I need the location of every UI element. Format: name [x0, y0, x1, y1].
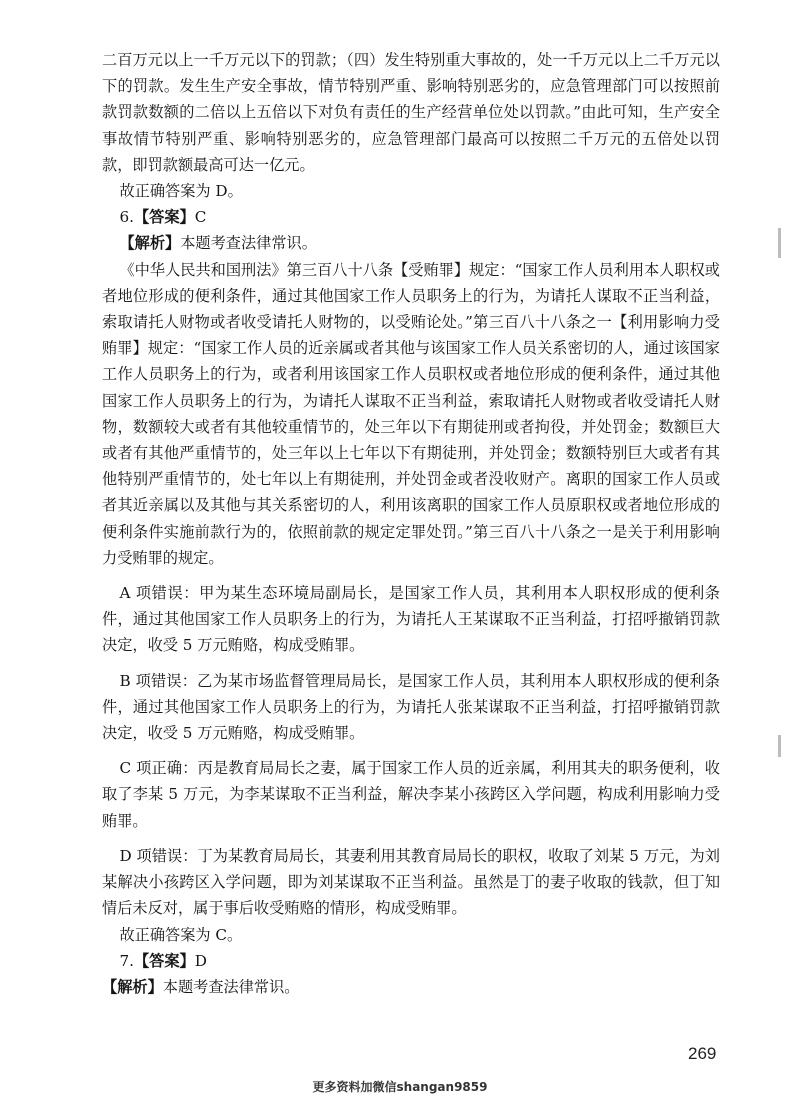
page-number: 269 [688, 1044, 717, 1063]
footer-watermark: 更多资料加微信shangan9859 [312, 1080, 488, 1094]
answer-value: D [194, 951, 207, 970]
option-d-analysis: D 项错误：丁为某教育局局长，其妻利用其教育局局长的职权，收取了刘某 5 万元，为刘某解决小孩跨区入学问题，即为刘某谋取不正当利益。虽然是丁的妻子收取的钱款，但丁知情后未反对，属于事后收受贿赂的情形，构成受贿罪。 [102, 846, 720, 918]
analysis-text: 本题考查法律常识。 [180, 234, 317, 253]
question-number-6: 6. [119, 208, 134, 227]
analysis-label: 【解析】 [102, 977, 163, 996]
scan-edge-mark [778, 735, 781, 757]
scan-edge-mark [778, 228, 781, 258]
answer-label: 【答案】 [133, 208, 195, 227]
option-c-analysis: C 项正确：丙是教育局局长之妻，属于国家工作人员的近亲属，利用其夫的职务便利，收取了李某 5 万元，为李某谋取不正当利益，解决李某小孩跨区入学问题，构成利用影响力受贿罪。 [102, 759, 720, 830]
answer-line-7 [102, 948, 720, 974]
paragraph-penalty-continuation: 二百万元以上一千万元以下的罚款；（四）发生特别重大事故的，处一千万元以上二千万元以下的罚款。发生生产安全事故，情节特别严重、影响特别恶劣的，应急管理部门可以按照前款罚款数额的二倍以上五倍以下对负有责任的生产经营单位处以罚款。”由此可知，生产安全事故情节特别严重、影响特别恶劣的，应急管理部门最高可以按照二千万元的五倍处以罚款，即罚款额最高可达一亿元。 [102, 51, 720, 174]
answer-conclusion-6: 故正确答案为 C。 [119, 925, 243, 944]
paragraph-criminal-law: 《中华人民共和国刑法》第三百八十八条【受贿罪】规定：“国家工作人员利用本人职权或者地位形成的便利条件，通过其他国家工作人员职务上的行为，为请托人谋取不正当利益，索取请托人财物或者收受请托人财物的，以受贿论处。”第三百八十八条之一【利用影响力受贿罪】规定：“国家工作人员的近亲属或者其他与该国家工作人员关系密切的人，通过该国家工作人员职务上的行为，或者利用该国家工作人员职权或者地位形成的便利条件，通过其他国家工作人员职务上的行为，为请托人谋取不正当利益，索取请托人财物或者收受请托人财物，数额较大或者有其他较重情节的，处三年以下有期徒刑或者拘役，并处罚金；数额巨大或者有其他严重情节的，处三年以上七年以下有期徒刑，并处罚金；数额特别巨大或者有其他特别严重情节的，处七年以上有期徒刑，并处罚金或者没收财产。离职的国家工作人员或者其近亲属以及其他与其关系密切的人，利用该离职的国家工作人员原职权或者地位形成的便利条件实施前款行为的，依照前款的规定定罪处罚。”第三百八十八条之一是关于利用影响力受贿罪的规定。 [102, 260, 720, 567]
answer-value: C [194, 208, 207, 227]
option-a-analysis: A 项错误：甲为某生态环境局副局长，是国家工作人员，其利用本人职权形成的便利条件，通过其他国家工作人员职务上的行为，为请托人王某谋取不正当利益，打招呼撤销罚款决定，收受 5 万元贿赂，构成受贿罪。 [102, 584, 720, 655]
analysis-label: 【解析】 [119, 234, 181, 253]
analysis-line-7 [102, 974, 720, 1000]
body-text [102, 47, 720, 1000]
answer-line-6 [102, 204, 720, 230]
answer-conclusion-5: 故正确答案为 D。 [119, 182, 243, 201]
question-number-7: 7. [119, 951, 134, 970]
analysis-text: 本题考查法律常识。 [162, 977, 300, 996]
answer-label: 【答案】 [133, 951, 195, 970]
analysis-line-6 [102, 230, 720, 256]
option-b-analysis: B 项错误：乙为某市场监督管理局局长，是国家工作人员，其利用本人职权形成的便利条件，通过其他国家工作人员职务上的行为，为请托人张某谋取不正当利益，打招呼撤销罚款决定，收受 5 万元贿赂，构成受贿罪。 [102, 671, 720, 743]
